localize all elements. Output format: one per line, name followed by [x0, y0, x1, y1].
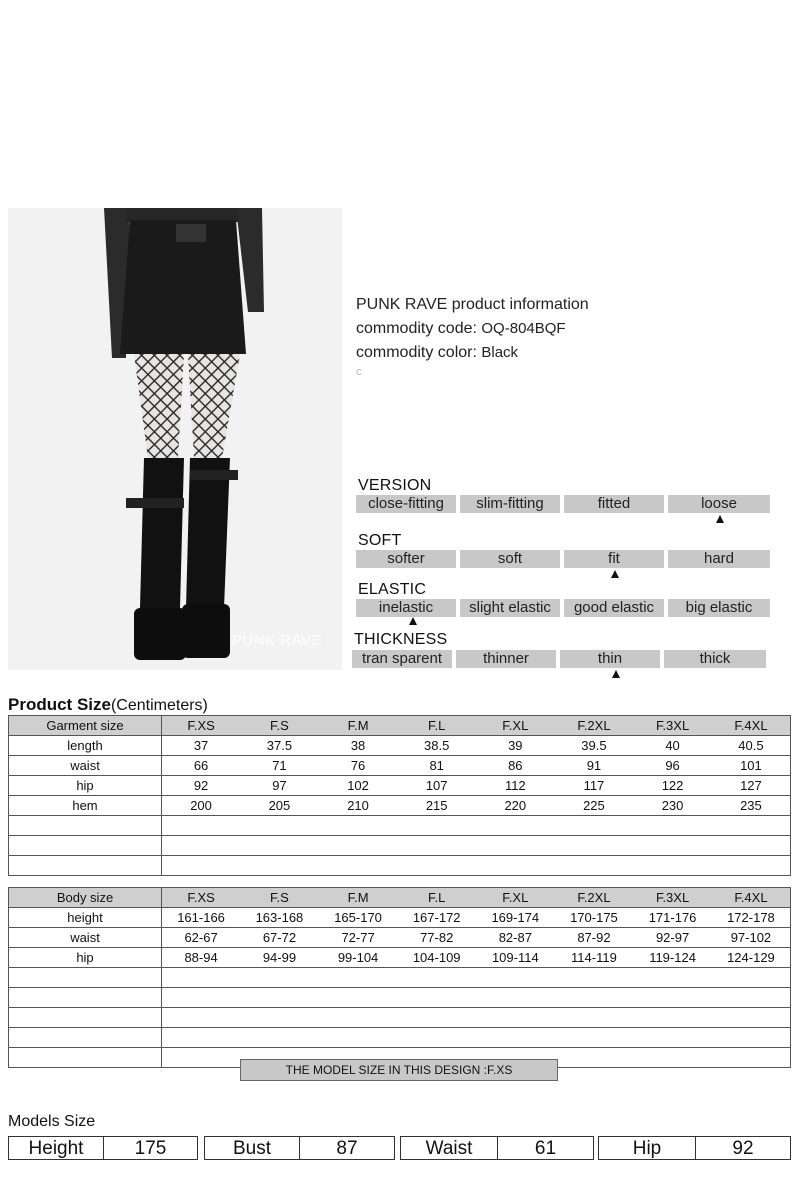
- table-cell: 117: [555, 776, 634, 796]
- table-cell: 38.5: [397, 736, 476, 756]
- table-cell: 220: [476, 796, 555, 816]
- table-cell: 62-67: [162, 928, 241, 948]
- table-cell: 40: [633, 736, 712, 756]
- table-cell: 167-172: [397, 908, 476, 928]
- model-label-bust: Bust: [204, 1136, 300, 1160]
- garment-size-header: Garment size: [9, 716, 162, 736]
- commodity-code-value: OQ-804BQF: [481, 320, 566, 337]
- empty-cell: [162, 1008, 791, 1028]
- empty-row: [9, 988, 791, 1008]
- product-size-unit: (Centimeters): [110, 697, 208, 714]
- scale-option: thick: [664, 650, 766, 668]
- empty-row: [9, 836, 791, 856]
- size-header-cell: F.XL: [476, 716, 555, 736]
- empty-cell: [9, 1008, 162, 1028]
- model-label-hip: Hip: [598, 1136, 696, 1160]
- table-cell: 99-104: [319, 948, 398, 968]
- table-row: [9, 776, 791, 796]
- model-value-height: 175: [103, 1136, 198, 1160]
- empty-cell: [9, 856, 162, 876]
- size-header-cell: F.L: [397, 888, 476, 908]
- scale-soft: [356, 550, 770, 568]
- model-illustration: [8, 208, 342, 670]
- table-row: [9, 756, 791, 776]
- product-size-title-text: Product Size: [8, 695, 111, 714]
- table-cell: 169-174: [476, 908, 555, 928]
- empty-cell: [162, 1028, 791, 1048]
- scale-option: slight elastic: [460, 599, 560, 617]
- table-cell: 161-166: [162, 908, 241, 928]
- table-cell: 163-168: [240, 908, 319, 928]
- table-row: [9, 928, 791, 948]
- table-cell: 67-72: [240, 928, 319, 948]
- body-size-header: Body size: [9, 888, 162, 908]
- table-cell: 97: [240, 776, 319, 796]
- table-cell: 104-109: [397, 948, 476, 968]
- table-row: [9, 908, 791, 928]
- empty-cell: [9, 816, 162, 836]
- selected-marker-thickness: [612, 670, 620, 678]
- size-header-cell: F.3XL: [633, 716, 712, 736]
- scale-option: fit: [564, 550, 664, 568]
- table-cell: 215: [397, 796, 476, 816]
- scale-version: [356, 495, 770, 513]
- row-label: hem: [9, 796, 162, 816]
- size-header-cell: F.M: [319, 888, 398, 908]
- empty-row: [9, 1008, 791, 1028]
- garment-size-table: [8, 715, 791, 876]
- empty-row: [9, 816, 791, 836]
- table-row: [9, 736, 791, 756]
- table-row: [9, 796, 791, 816]
- table-cell: 86: [476, 756, 555, 776]
- row-label: hip: [9, 948, 162, 968]
- size-header-cell: F.4XL: [712, 716, 791, 736]
- table-cell: 92: [162, 776, 241, 796]
- model-value-hip: 92: [695, 1136, 791, 1160]
- table-cell: 205: [240, 796, 319, 816]
- attribute-title-thickness: THICKNESS: [354, 631, 448, 648]
- commodity-color-label: commodity color:: [356, 344, 477, 361]
- scale-thickness: [352, 650, 766, 668]
- empty-cell: [9, 1028, 162, 1048]
- scale-option: softer: [356, 550, 456, 568]
- attribute-title-version: VERSION: [358, 477, 432, 494]
- scale-elastic: [356, 599, 770, 617]
- empty-cell: [9, 988, 162, 1008]
- selected-marker-elastic: [409, 617, 417, 625]
- table-cell: 96: [633, 756, 712, 776]
- table-cell: 97-102: [712, 928, 791, 948]
- scale-option: good elastic: [564, 599, 664, 617]
- table-cell: 38: [319, 736, 398, 756]
- empty-cell: [162, 988, 791, 1008]
- table-cell: 171-176: [633, 908, 712, 928]
- empty-cell: [9, 1048, 162, 1068]
- table-cell: 235: [712, 796, 791, 816]
- table-row: [9, 948, 791, 968]
- table-cell: 225: [555, 796, 634, 816]
- brand-watermark: PUNK RAVE: [232, 632, 323, 649]
- table-cell: 37.5: [240, 736, 319, 756]
- empty-cell: [162, 968, 791, 988]
- table-cell: 37: [162, 736, 241, 756]
- row-label: height: [9, 908, 162, 928]
- scale-option: loose: [668, 495, 770, 513]
- table-cell: 72-77: [319, 928, 398, 948]
- scale-option: slim-fitting: [460, 495, 560, 513]
- table-cell: 172-178: [712, 908, 791, 928]
- table-cell: 127: [712, 776, 791, 796]
- empty-cell: [9, 836, 162, 856]
- table-cell: 81: [397, 756, 476, 776]
- table-cell: 119-124: [633, 948, 712, 968]
- empty-cell: [162, 836, 791, 856]
- table-cell: 40.5: [712, 736, 791, 756]
- size-header-cell: F.4XL: [712, 888, 791, 908]
- table-cell: 39: [476, 736, 555, 756]
- scale-option: thin: [560, 650, 660, 668]
- table-cell: 210: [319, 796, 398, 816]
- empty-cell: [162, 816, 791, 836]
- size-header-cell: F.2XL: [555, 888, 634, 908]
- empty-cell: [162, 856, 791, 876]
- table-cell: 91: [555, 756, 634, 776]
- scale-option: big elastic: [668, 599, 770, 617]
- row-label: length: [9, 736, 162, 756]
- model-value-bust: 87: [299, 1136, 395, 1160]
- row-label: waist: [9, 928, 162, 948]
- table-cell: 39.5: [555, 736, 634, 756]
- product-photo: [8, 208, 342, 670]
- scale-option: close-fitting: [356, 495, 456, 513]
- model-size-note: THE MODEL SIZE IN THIS DESIGN :F.XS: [240, 1059, 558, 1081]
- scale-option: inelastic: [356, 599, 456, 617]
- model-label-waist: Waist: [400, 1136, 498, 1160]
- commodity-color-value: Black: [481, 344, 519, 361]
- table-cell: 112: [476, 776, 555, 796]
- size-header-cell: F.XS: [162, 888, 241, 908]
- table-cell: 87-92: [555, 928, 634, 948]
- row-label: hip: [9, 776, 162, 796]
- table-cell: 71: [240, 756, 319, 776]
- selected-marker-soft: [611, 570, 619, 578]
- table-cell: 101: [712, 756, 791, 776]
- table-cell: 122: [633, 776, 712, 796]
- table-cell: 170-175: [555, 908, 634, 928]
- body-size-table: [8, 887, 791, 1068]
- row-label: waist: [9, 756, 162, 776]
- attribute-title-soft: SOFT: [358, 532, 402, 549]
- table-header-row: [9, 888, 791, 908]
- commodity-color-line: [356, 344, 518, 362]
- scale-option: thinner: [456, 650, 556, 668]
- selected-marker-version: [716, 515, 724, 523]
- table-cell: 88-94: [162, 948, 241, 968]
- table-cell: 76: [319, 756, 398, 776]
- scale-option: soft: [460, 550, 560, 568]
- table-cell: 107: [397, 776, 476, 796]
- empty-row: [9, 1028, 791, 1048]
- model-value-waist: 61: [497, 1136, 594, 1160]
- empty-row: [9, 856, 791, 876]
- table-cell: 109-114: [476, 948, 555, 968]
- table-cell: 66: [162, 756, 241, 776]
- product-size-title: [8, 695, 208, 715]
- scale-option: tran sparent: [352, 650, 452, 668]
- table-cell: 114-119: [555, 948, 634, 968]
- table-header-row: [9, 716, 791, 736]
- stray-mark: c: [356, 366, 362, 378]
- size-header-cell: F.M: [319, 716, 398, 736]
- brand-info-line: PUNK RAVE product information: [356, 296, 589, 313]
- model-label-height: Height: [8, 1136, 104, 1160]
- scale-option: hard: [668, 550, 770, 568]
- scale-option: fitted: [564, 495, 664, 513]
- table-cell: 94-99: [240, 948, 319, 968]
- table-cell: 230: [633, 796, 712, 816]
- table-cell: 200: [162, 796, 241, 816]
- empty-cell: [9, 968, 162, 988]
- commodity-code-label: commodity code:: [356, 320, 477, 337]
- size-header-cell: F.2XL: [555, 716, 634, 736]
- size-header-cell: F.S: [240, 888, 319, 908]
- size-header-cell: F.XS: [162, 716, 241, 736]
- table-cell: 102: [319, 776, 398, 796]
- size-header-cell: F.3XL: [633, 888, 712, 908]
- size-header-cell: F.XL: [476, 888, 555, 908]
- table-cell: 165-170: [319, 908, 398, 928]
- table-cell: 77-82: [397, 928, 476, 948]
- size-header-cell: F.L: [397, 716, 476, 736]
- models-size-title: Models Size: [8, 1113, 96, 1130]
- attribute-title-elastic: ELASTIC: [358, 581, 427, 598]
- table-cell: 92-97: [633, 928, 712, 948]
- size-header-cell: F.S: [240, 716, 319, 736]
- commodity-code-line: [356, 320, 566, 338]
- table-cell: 124-129: [712, 948, 791, 968]
- empty-row: [9, 968, 791, 988]
- table-cell: 82-87: [476, 928, 555, 948]
